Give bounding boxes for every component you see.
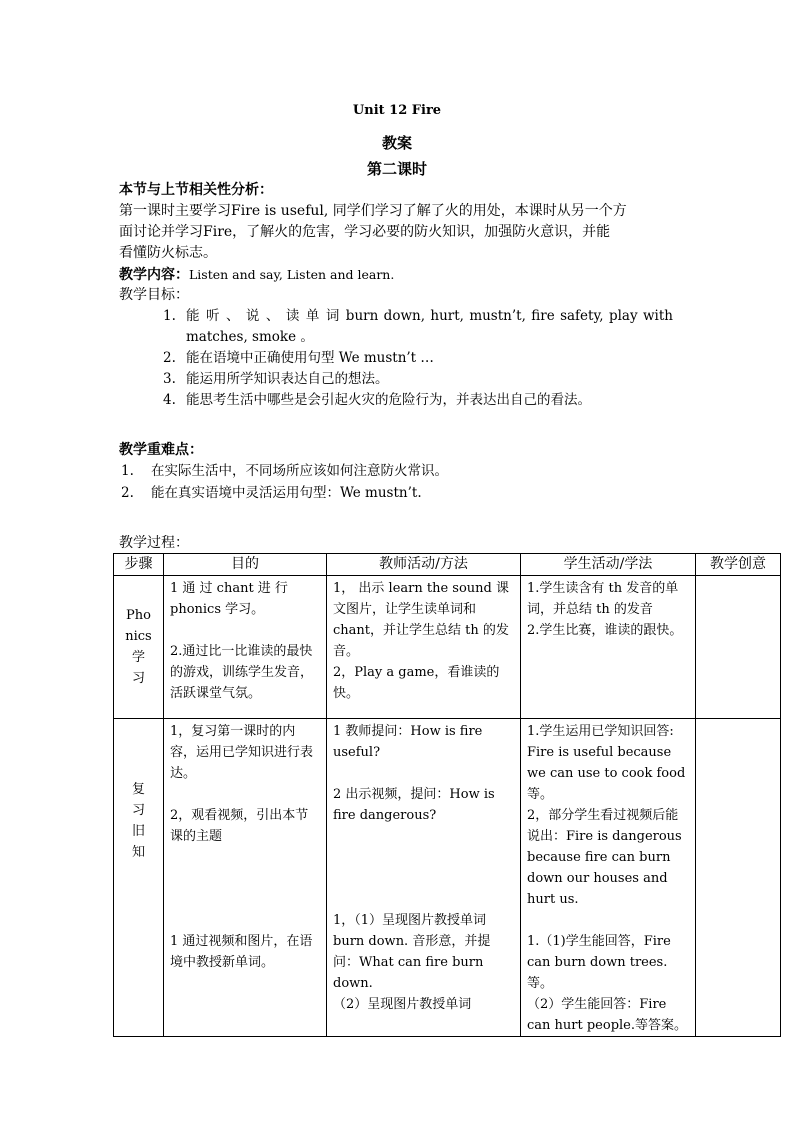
goal-number: 3. bbox=[163, 371, 176, 387]
table-header-row bbox=[114, 554, 781, 576]
goal-item bbox=[163, 306, 673, 348]
creative-cell bbox=[696, 719, 781, 1037]
teacher-text: 2，Play a game，看谁读的快。 bbox=[333, 665, 500, 701]
difficulties-heading: 教学重难点： bbox=[119, 442, 203, 458]
content-label: 教学内容： bbox=[119, 267, 189, 283]
difficulty-item bbox=[121, 460, 448, 482]
student-text: 2.学生比赛，谁读的跟快。 bbox=[527, 623, 683, 638]
difficulty-text: 在实际生活中，不同场所应该如何注意防火常识。 bbox=[151, 463, 448, 479]
difficulty-number: 2. bbox=[121, 485, 134, 501]
goal-text: 能思考生活中哪些是会引起火灾的危险行为，并表达出自己的看法。 bbox=[186, 392, 591, 408]
step-cell bbox=[114, 576, 164, 719]
goal-text: 能运用所学知识表达自己的想法。 bbox=[186, 371, 389, 387]
difficulty-item bbox=[121, 482, 422, 504]
process-table bbox=[113, 553, 781, 1037]
step-label: 复 习 旧 知 bbox=[131, 782, 145, 860]
student-text: 1.学生读含有 th 发音的单词，并总结 th 的发音 bbox=[527, 581, 679, 617]
teacher-text: 1， 出示 learn the sound 课文图片，让学生读单词和 chant，并让学生总结 th 的发音。 bbox=[333, 581, 509, 659]
student-text: 2，部分学生看过视频后能说出：Fire is dangerous because fire can burn down our houses and hurt us. bbox=[527, 808, 682, 907]
column-header: 教师活动/方法 bbox=[327, 554, 521, 576]
column-header: 步骤 bbox=[114, 554, 164, 576]
column-header: 学生活动/学法 bbox=[521, 554, 696, 576]
student-text: 1.学生运用已学知识回答: Fire is useful because we can use to cook food 等。 bbox=[527, 724, 686, 802]
table-row bbox=[114, 719, 781, 1037]
analysis-line: 看懂防火标志。 bbox=[119, 245, 217, 261]
lesson-title: 第二课时 bbox=[366, 160, 427, 178]
goal-item bbox=[163, 390, 673, 411]
goal-number: 1. bbox=[163, 308, 176, 324]
column-header: 目的 bbox=[164, 554, 327, 576]
teacher-text: 1，（1）呈现图片教授单词 burn down. 音形意，并提问：What can fire burn down. bbox=[333, 913, 491, 991]
step-cell bbox=[114, 719, 164, 1037]
student-text: （2）学生能回答：Fire can hurt people.等答案。 bbox=[527, 997, 687, 1033]
purpose-text: 2.通过比一比谁读的最快的游戏，训练学生发音，活跃课堂气氛。 bbox=[170, 644, 314, 701]
student-cell bbox=[521, 719, 696, 1037]
student-text: 1.（1)学生能回答，Fire can burn down trees. 等。 bbox=[527, 934, 671, 991]
doc-type: 教案 bbox=[381, 134, 412, 152]
process-heading: 教学过程： bbox=[119, 535, 189, 551]
step-label: Pho nics 学 习 bbox=[125, 608, 152, 686]
teacher-text: 2 出示视频，提问：How is fire dangerous? bbox=[333, 787, 495, 823]
purpose-text: 1 通 过 chant 进 行 phonics 学习。 bbox=[170, 581, 288, 617]
column-header: 教学创意 bbox=[696, 554, 781, 576]
unit-title: Unit 12 Fire bbox=[352, 103, 442, 118]
purpose-text: 1 通过视频和图片，在语境中教授新单词。 bbox=[170, 934, 313, 970]
goal-text: 能 听 、 说 、 读 单 词 burn down, hurt, mustn’t, fire safety, play with matches, smoke 。 bbox=[186, 308, 673, 345]
purpose-text: 1，复习第一课时的内容，运用已学知识进行表达。 bbox=[170, 724, 314, 781]
creative-cell bbox=[696, 576, 781, 719]
difficulty-number: 1. bbox=[121, 463, 134, 479]
teacher-text: （2）呈现图片教授单词 bbox=[333, 997, 472, 1012]
teacher-cell bbox=[327, 719, 521, 1037]
content-line bbox=[119, 264, 674, 286]
analysis-heading: 本节与上节相关性分析： bbox=[119, 182, 273, 198]
teacher-text: 1 教师提问：How is fire useful? bbox=[333, 724, 483, 760]
teacher-cell bbox=[327, 576, 521, 719]
purpose-text: 2，观看视频，引出本节课的主题 bbox=[170, 808, 309, 844]
goals-heading: 教学目标： bbox=[119, 287, 189, 303]
analysis-line: 面讨论并学习Fire，了解火的危害，学习必要的防火知识，加强防火意识，并能 bbox=[119, 224, 611, 240]
purpose-cell bbox=[164, 576, 327, 719]
goal-text: 能在语境中正确使用句型 We mustn’t … bbox=[186, 350, 434, 366]
student-cell bbox=[521, 576, 696, 719]
difficulty-text: 能在真实语境中灵活运用句型：We mustn’t. bbox=[151, 485, 422, 501]
goal-number: 2. bbox=[163, 350, 176, 366]
purpose-cell bbox=[164, 719, 327, 1037]
analysis-text bbox=[119, 201, 674, 264]
goal-number: 4. bbox=[163, 392, 176, 408]
goal-item bbox=[163, 369, 673, 390]
analysis-line: 第一课时主要学习Fire is useful, 同学们学习了解了火的用处，本课时从另一个方 bbox=[119, 203, 627, 219]
content-value: Listen and say, Listen and learn. bbox=[189, 267, 395, 282]
goal-item bbox=[163, 348, 673, 369]
table-row bbox=[114, 576, 781, 719]
